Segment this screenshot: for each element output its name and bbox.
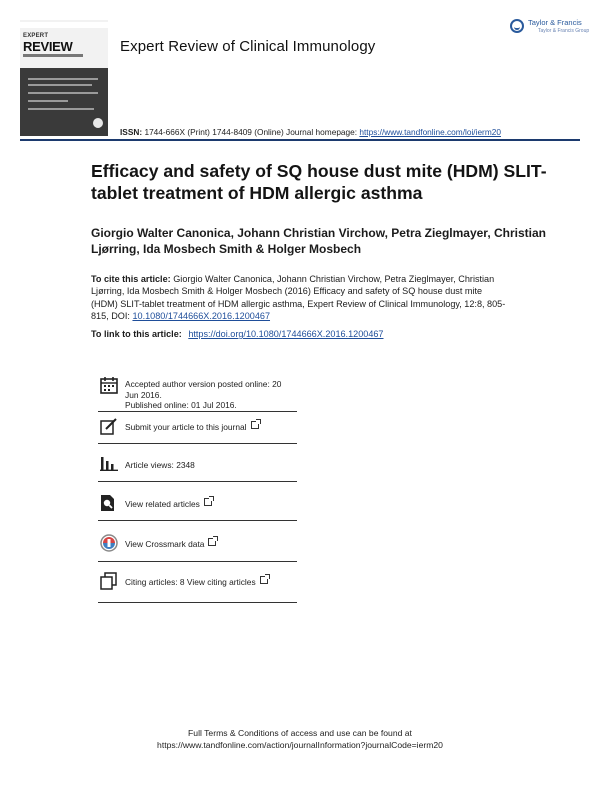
header-divider [20,139,580,141]
article-authors: Giorgio Walter Canonica, Johann Christian Virchow, Petra Zieglmayer, Christian Ljørring, Ida Mosbech Smith & Holger Mosbech [91,226,546,256]
related-articles-link[interactable]: View related articles [125,499,200,509]
article-link-block [91,329,384,339]
crossmark-link[interactable]: View Crossmark data [125,539,205,549]
issn-line [120,127,501,137]
article-info-panel [98,372,297,603]
article-views: Article views: 2348 [125,460,195,470]
accepted-date: Accepted author version posted online: 20 Jun 2016. [125,379,282,400]
citing-articles-link[interactable]: Citing articles: 8 View citing articles [125,577,256,587]
publisher-logo-icon [510,19,524,33]
calendar-icon [100,376,118,399]
external-link-icon [251,421,259,429]
journal-homepage-link[interactable]: https://www.tandfonline.com/loi/ierm20 [359,127,501,137]
search-document-icon [100,494,116,517]
citing-articles-row[interactable] [98,562,297,603]
publication-dates-row [98,372,297,412]
cover-journal-name: REVIEW [23,39,73,54]
external-link-icon [204,498,212,506]
crossmark-row[interactable] [98,521,297,562]
cover-kicker: EXPERT [23,33,49,39]
edit-document-icon [100,418,118,441]
submit-article-link[interactable]: Submit your article to this journal [125,422,247,432]
copy-documents-icon [100,572,118,595]
article-title: Efficacy and safety of SQ house dust mite (HDM) SLIT-tablet treatment of HDM allergic asthma [91,161,547,203]
publisher-logo[interactable] [508,17,590,39]
article-link-label: To link to this article: [91,329,182,339]
related-articles-row[interactable] [98,482,297,521]
published-date: Published online: 01 Jul 2016. [125,400,237,410]
journal-cover-image [20,20,108,136]
external-link-icon [208,538,216,546]
crossmark-icon [100,533,118,558]
journal-title: Expert Review of Clinical Immunology [120,38,376,55]
issn-label: ISSN: [120,127,143,137]
article-views-row [98,444,297,482]
article-doi-link[interactable]: https://doi.org/10.1080/1744666X.2016.1200467 [188,329,384,339]
terms-link[interactable]: https://www.tandfonline.com/action/journalInformation?journalCode=ierm20 [157,740,443,750]
citation-block [91,273,511,322]
publisher-logo-subtext: Taylor & Francis Group [538,28,590,34]
bar-chart-icon [100,455,118,476]
publisher-logo-text: Taylor & Francis [528,18,582,27]
citation-doi-link[interactable]: 10.1080/1744666X.2016.1200467 [132,310,271,321]
cover-seal-icon [93,118,103,128]
external-link-icon [260,576,268,584]
terms-text: Full Terms & Conditions of access and use can be found at [188,728,412,738]
submit-article-row[interactable] [98,412,297,444]
terms-footer [0,727,600,751]
citation-label: To cite this article: [91,274,171,284]
issn-text: 1744-666X (Print) 1744-8409 (Online) Journal homepage: [144,127,358,137]
citation-text: Giorgio Walter Canonica, Johann Christian Virchow, Petra Zieglmayer, Christian Ljørring, Ida Mosbech Smith & Holger Mosbech (2016) Efficacy and safety of SQ house dust mite (HDM) SLIT-tablet treatment of HDM allergic asthma, Expert Review of Clinical Immunology, 12:8, 805-815, DOI: [91,274,506,321]
